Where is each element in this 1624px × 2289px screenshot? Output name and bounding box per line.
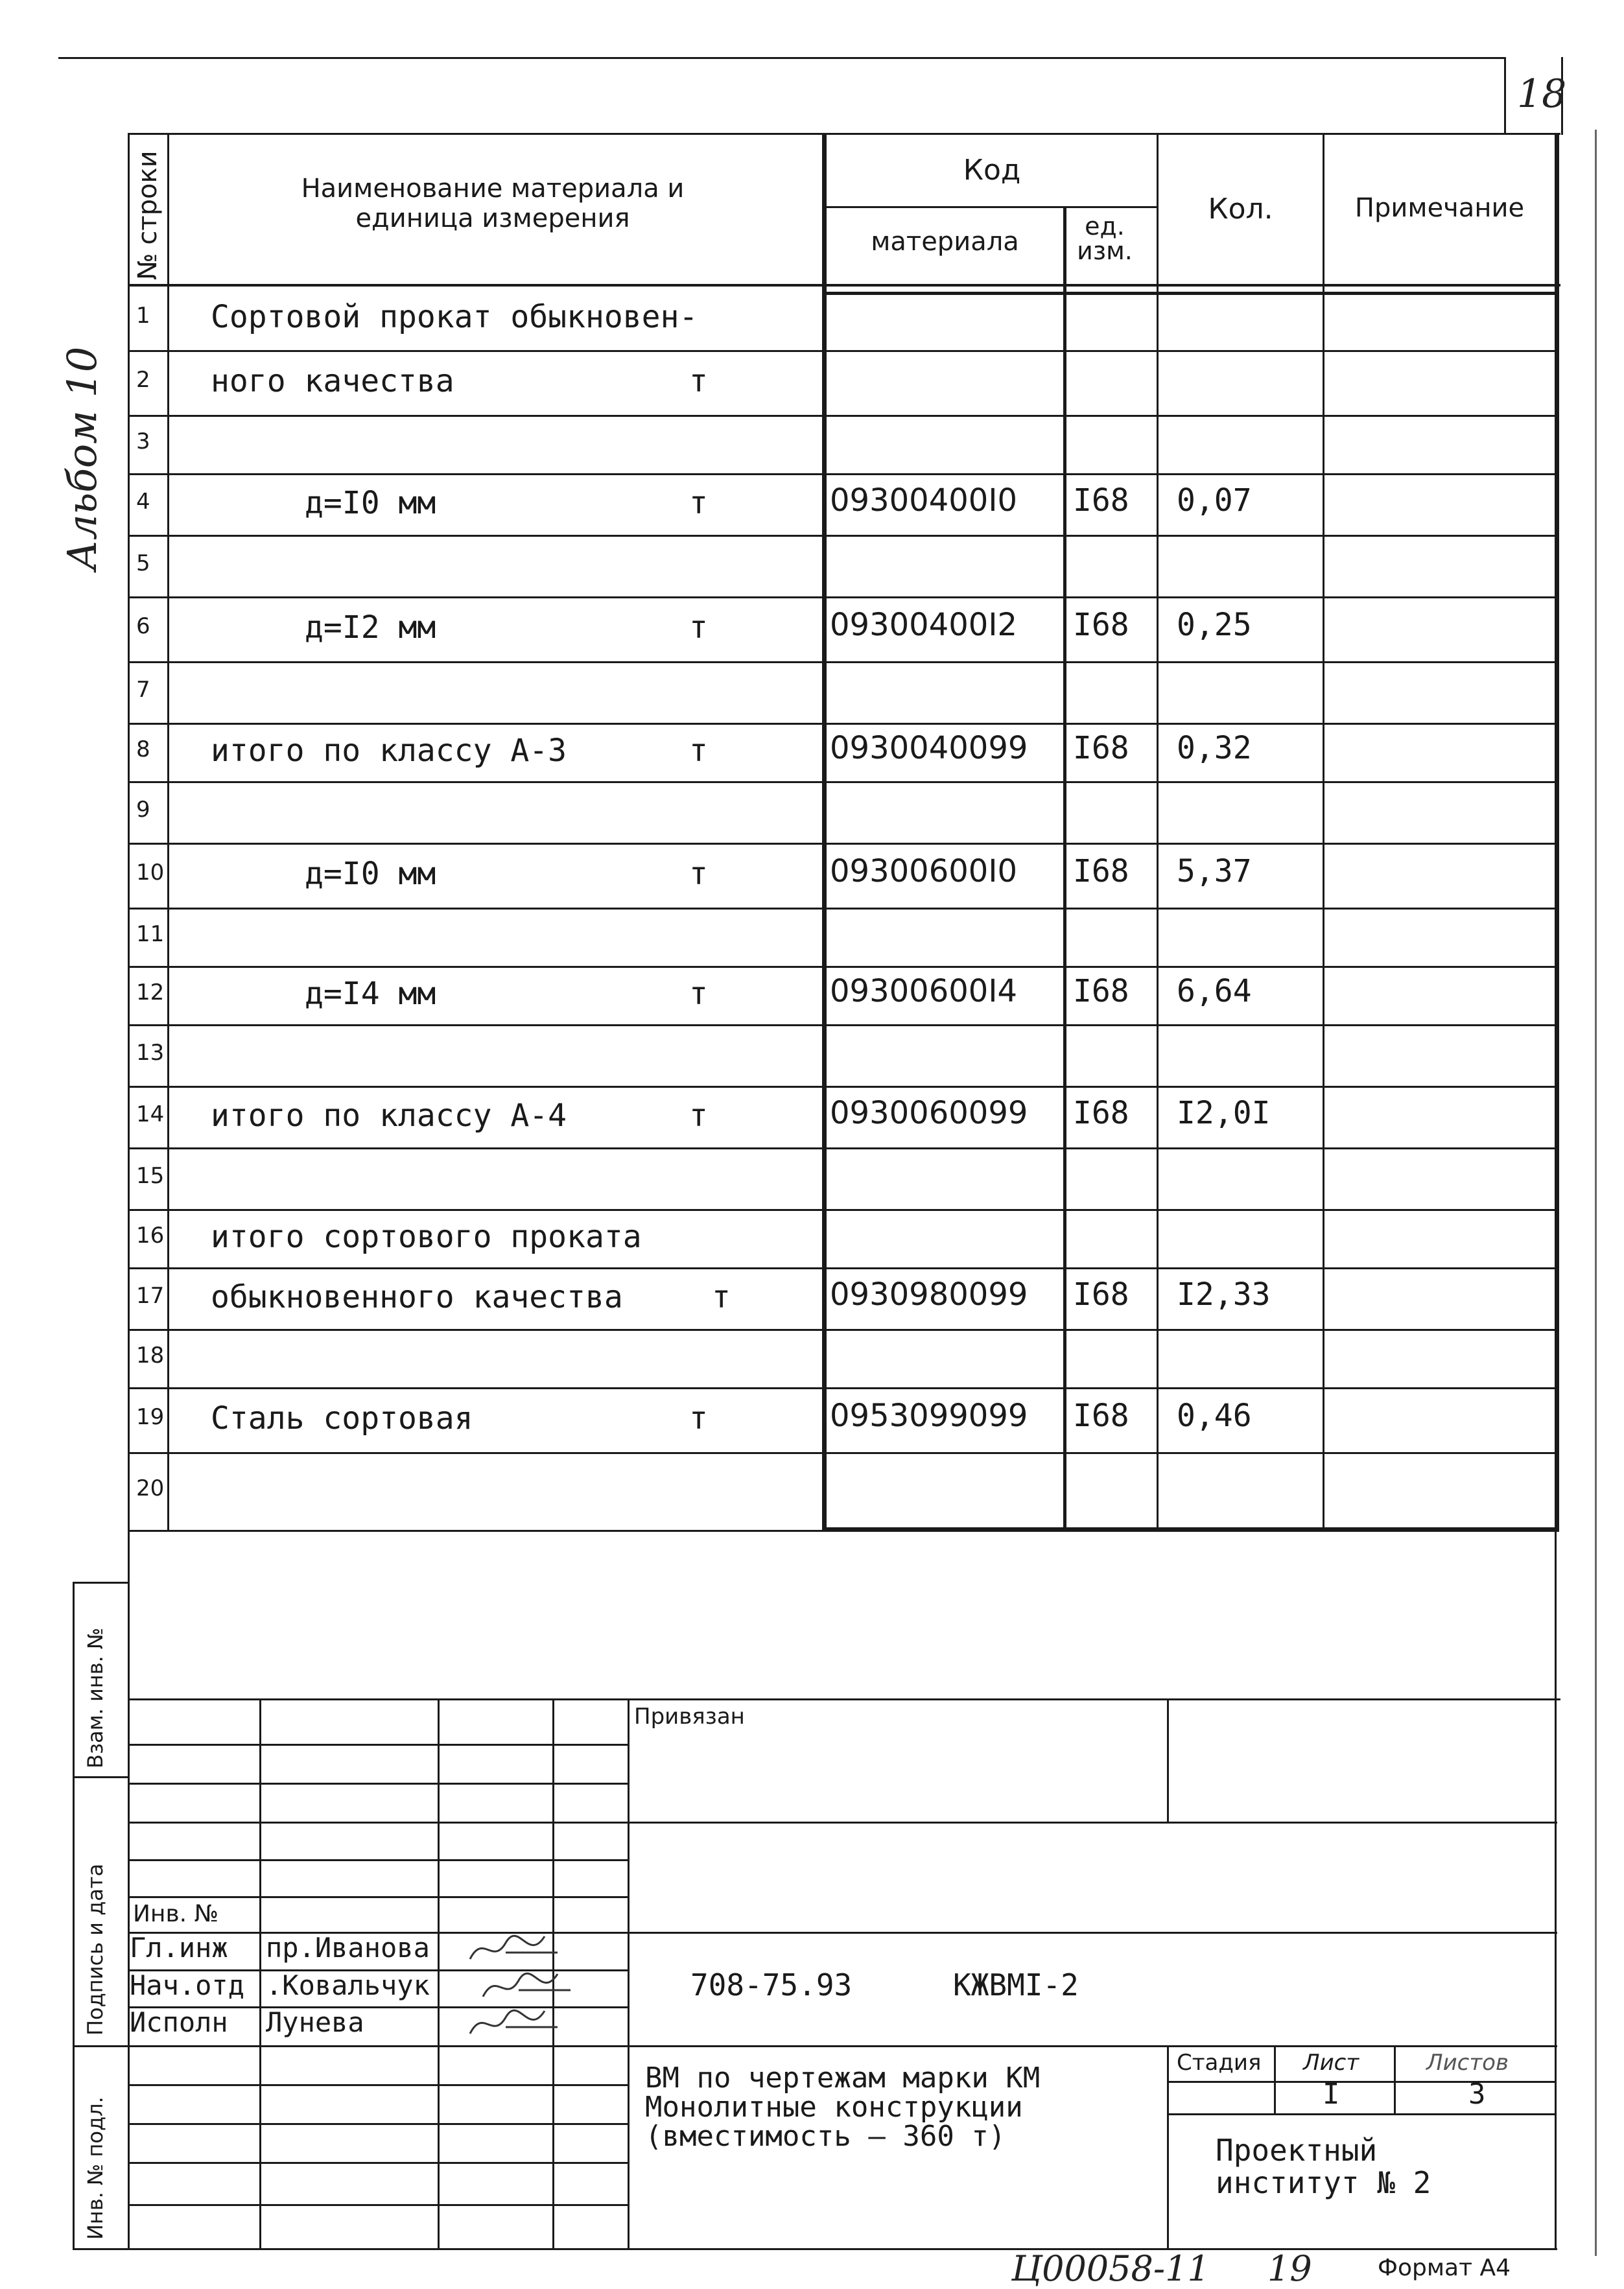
row-number: 8	[136, 736, 150, 762]
stage-col-line	[1394, 2045, 1396, 2113]
row-unit-symbol: т	[689, 484, 708, 521]
row-unit-symbol: т	[712, 1278, 731, 1315]
doc-title-line: (вместимость – 360 т)	[645, 2120, 1006, 2153]
row-unit-symbol: т	[689, 856, 708, 892]
handwritten-number: Ц00058-11	[1011, 2248, 1210, 2289]
page-box-line	[1504, 57, 1506, 135]
row-quantity: 0,25	[1177, 607, 1252, 643]
header-name: Наименование материала и единица измерения	[301, 174, 685, 233]
row-name: Сортовой прокат обыкновен-	[211, 299, 698, 335]
right-border	[1595, 130, 1597, 2256]
bottom-frame	[73, 2248, 1557, 2250]
row-material-code: 09300400I2	[830, 607, 1018, 643]
row-number: 12	[136, 980, 165, 1005]
row-number: 6	[136, 613, 150, 639]
row-material-code: 09300400I0	[830, 482, 1018, 519]
row-divider	[128, 781, 1559, 783]
table-header-bottom	[128, 284, 1560, 287]
row-material-code: 09300600I0	[830, 853, 1018, 889]
row-divider	[128, 1086, 1559, 1088]
signer-role: Исполн	[130, 2006, 228, 2038]
row-divider	[128, 473, 1559, 475]
signer-name: пр.Иванова	[266, 1932, 430, 1964]
row-divider	[128, 1452, 1559, 1454]
stage-line	[1167, 2113, 1556, 2115]
row-divider	[128, 908, 1559, 910]
row-divider	[128, 1147, 1559, 1149]
top-rule	[58, 57, 1504, 59]
row-quantity: 6,64	[1177, 973, 1252, 1009]
row-name: обыкновенного качества	[211, 1278, 623, 1315]
organization-line: институт № 2	[1216, 2165, 1431, 2200]
col-line-rownum	[167, 133, 169, 1530]
stage-label: Стадия	[1177, 2050, 1262, 2076]
row-divider	[128, 350, 1559, 352]
row-unit-symbol: т	[689, 733, 708, 769]
header-row-no: № строки	[133, 150, 163, 280]
stage-col-line	[1274, 2045, 1276, 2113]
handwritten-sheet: 19	[1267, 2248, 1312, 2289]
row-unit-code: I68	[1073, 1398, 1129, 1434]
code-subheader-line	[825, 206, 1159, 208]
signer-name: .Ковальчук	[266, 1969, 430, 2001]
row-divider	[128, 966, 1559, 968]
stamp-vzam: Взам. инв. №	[83, 1627, 108, 1768]
row-unit-code: I68	[1073, 607, 1129, 643]
header-unit: ед. изм.	[1077, 212, 1133, 265]
format-label: Формат А4	[1378, 2255, 1511, 2281]
signer-role: Нач.отд	[130, 1969, 245, 2001]
row-divider	[128, 661, 1559, 663]
row-unit-symbol: т	[689, 976, 708, 1012]
row-number: 18	[136, 1343, 165, 1368]
row-divider	[128, 1329, 1559, 1331]
side-stamp-top	[73, 1582, 130, 1584]
row-name: д=I0 мм	[305, 856, 436, 892]
row-divider	[128, 843, 1559, 845]
row-number: 10	[136, 860, 165, 886]
side-stamp-left	[73, 1582, 75, 2249]
row-number: 7	[136, 676, 150, 703]
row-number: 20	[136, 1475, 165, 1501]
stage-divider	[1167, 2045, 1169, 2249]
code-block-top	[822, 292, 1559, 295]
stage-line	[1167, 2081, 1556, 2083]
row-number: 9	[136, 796, 150, 823]
row-divider	[128, 723, 1559, 725]
header-qty: Кол.	[1208, 193, 1273, 226]
album-label: Альбом 10	[58, 346, 106, 570]
col-line-qty	[1157, 133, 1159, 1530]
row-divider	[128, 1267, 1559, 1269]
table-border-top	[128, 133, 1560, 135]
row-number: 3	[136, 428, 150, 454]
header-material: материала	[871, 227, 1019, 257]
doc-code: 708-75.93	[690, 1967, 853, 2002]
row-name: итого по классу А-4	[211, 1097, 567, 1134]
row-material-code: 0930040099	[830, 730, 1028, 766]
privyazan-label: Привязан	[634, 1704, 745, 1730]
row-name: итого сортового проката	[211, 1219, 642, 1255]
page-number: 18	[1517, 71, 1567, 117]
row-unit-code: I68	[1073, 973, 1129, 1009]
inv-no-label: Инв. №	[133, 1901, 219, 1927]
privyazan-divider	[1167, 1698, 1169, 1822]
row-number: 16	[136, 1223, 165, 1249]
row-number: 14	[136, 1101, 165, 1127]
stamp-podpis: Подпись и дата	[83, 1863, 108, 2036]
row-unit-code: I68	[1073, 1094, 1129, 1131]
row-quantity: I2,33	[1177, 1276, 1271, 1313]
row-number: 13	[136, 1039, 165, 1066]
sheet-label: Лист	[1303, 2050, 1359, 2076]
row-divider	[128, 1530, 1559, 1532]
row-number: 1	[136, 303, 150, 329]
col-line-code	[822, 133, 827, 1530]
row-name: Сталь сортовая	[211, 1400, 473, 1437]
row-material-code: 0930980099	[830, 1276, 1028, 1313]
col-line-unit	[1063, 206, 1066, 1530]
col-line-note	[1323, 133, 1324, 1530]
row-divider	[128, 596, 1559, 598]
table-border-right	[1555, 133, 1559, 1530]
row-material-code: 0930060099	[830, 1094, 1028, 1131]
row-quantity: 0,07	[1177, 482, 1252, 519]
row-divider	[128, 415, 1559, 417]
side-stamp-line	[73, 1776, 130, 1778]
signer-role: Гл.инж	[130, 1932, 228, 1964]
signature-mark	[467, 2001, 564, 2047]
row-divider	[128, 1209, 1559, 1211]
doc-mark: КЖВМI-2	[953, 1967, 1079, 2002]
row-number: 15	[136, 1162, 165, 1189]
row-number: 11	[136, 921, 165, 947]
side-stamp-line	[73, 2045, 130, 2047]
header-note: Примечание	[1354, 193, 1525, 223]
sheets-value: 3	[1468, 2078, 1486, 2111]
signer-name: Лунева	[266, 2006, 364, 2038]
row-number: 5	[136, 550, 150, 576]
row-divider	[128, 1024, 1559, 1026]
row-quantity: I2,0I	[1177, 1094, 1271, 1131]
row-quantity: 0,46	[1177, 1398, 1252, 1434]
doc-title-line: Монолитные конструкции	[645, 2091, 1023, 2124]
row-unit-code: I68	[1073, 482, 1129, 519]
row-number: 17	[136, 1282, 165, 1309]
table-border-left	[128, 133, 130, 1530]
lower-right-line	[1555, 1530, 1557, 2249]
row-divider	[128, 535, 1559, 537]
lower-left-line	[128, 1530, 130, 2249]
row-number: 2	[136, 367, 150, 393]
doc-title-line: ВМ по чертежам марки КМ	[645, 2061, 1041, 2095]
sheets-label: Листов	[1426, 2050, 1509, 2076]
row-material-code: 09300600I4	[830, 973, 1018, 1009]
row-divider	[128, 1387, 1559, 1389]
row-unit-code: I68	[1073, 730, 1129, 766]
row-name: итого по классу А-3	[211, 733, 567, 769]
row-unit-code: I68	[1073, 1276, 1129, 1313]
row-quantity: 5,37	[1177, 853, 1252, 889]
lower-line	[128, 1698, 1560, 1700]
row-quantity: 0,32	[1177, 730, 1252, 766]
row-unit-symbol: т	[689, 609, 708, 646]
row-unit-symbol: т	[689, 1400, 708, 1437]
row-unit-symbol: т	[689, 1097, 708, 1134]
row-material-code: 0953099099	[830, 1398, 1028, 1434]
row-name: д=I4 мм	[305, 976, 436, 1012]
sheet-value: I	[1323, 2078, 1340, 2111]
organization-line: Проектный	[1216, 2133, 1378, 2168]
header-code: Код	[963, 154, 1021, 187]
row-unit-code: I68	[1073, 853, 1129, 889]
row-unit-symbol: т	[689, 363, 708, 399]
stamp-inv-podl: Инв. № подл.	[83, 2096, 108, 2240]
row-number: 4	[136, 488, 150, 515]
row-name: д=I2 мм	[305, 609, 436, 646]
row-name: д=I0 мм	[305, 484, 436, 521]
row-name: ного качества	[211, 363, 454, 399]
row-number: 19	[136, 1404, 165, 1430]
